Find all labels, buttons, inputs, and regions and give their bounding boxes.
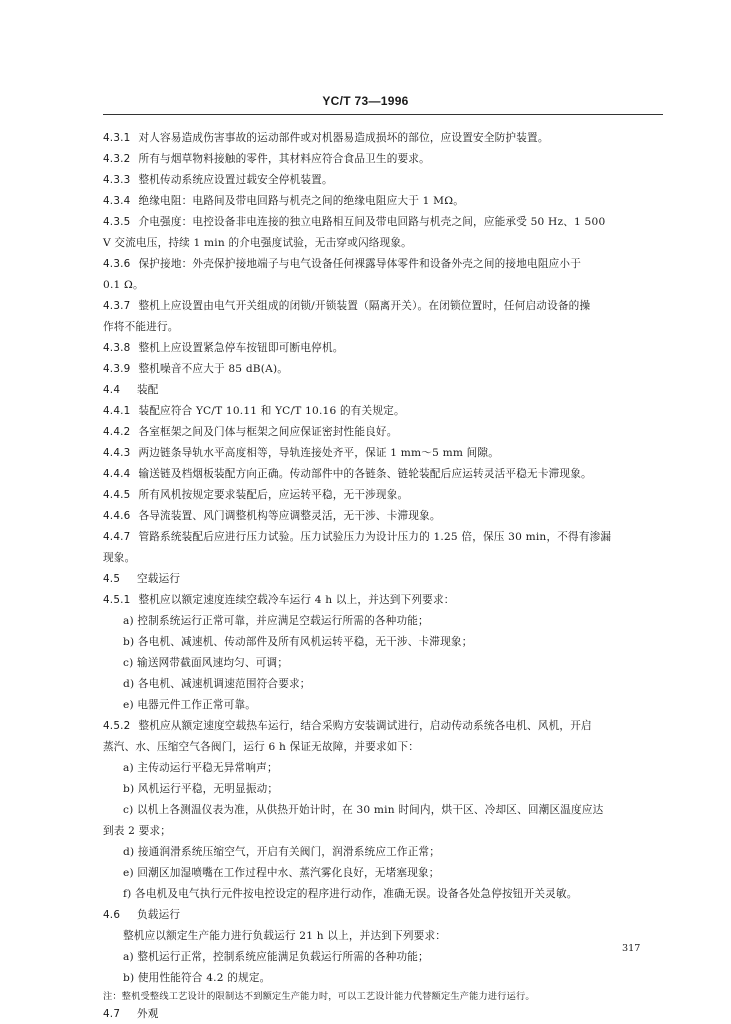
clause-number: 4.3.3: [103, 174, 131, 186]
clause-continuation: [103, 236, 412, 250]
list-item: [123, 887, 578, 901]
clause-number: 4.4.3: [103, 447, 131, 459]
clause-continuation: [103, 278, 144, 292]
list-item-text: b) 各电机、减速机、传动部件及所有风机运转平稳，无干涉、卡滞现象；: [123, 636, 473, 648]
clause-number: 4.3.7: [103, 300, 131, 312]
clause-text: 0.1 Ω。: [103, 279, 144, 291]
clause-continuation: [103, 740, 419, 754]
list-item: [123, 614, 429, 628]
list-item-text: a) 主传动运行平稳无异常响声；: [123, 762, 278, 774]
clause-text: 各室框架之间及门体与框架之间应保证密封性能良好。: [138, 426, 398, 438]
clause-text: 整机上应设置由电气开关组成的闭锁/开锁装置（隔离开关）。在闭锁位置时，任何启动设备的操: [138, 300, 591, 312]
clause-text: 介电强度：电控设备非电连接的独立电路相互间及带电回路与机壳之间，应能承受 50 Hz、1 500: [138, 216, 606, 228]
section-title: 空载运行: [137, 573, 181, 585]
clause-4-3-7: [103, 299, 590, 313]
clause-text: 两边链条导轨水平高度相等，导轨连接处齐平，保证 1 mm～5 mm 间隙。: [138, 447, 500, 459]
list-item: [123, 845, 440, 859]
clause-number: 4.5.1: [103, 594, 131, 606]
page-number: 317: [622, 943, 641, 954]
clause-4-4-5: [103, 488, 408, 502]
section-title: 负载运行: [137, 909, 181, 921]
clause-text: 整机上应设置紧急停车按钮即可断电停机。: [138, 342, 344, 354]
note: [103, 990, 535, 1004]
list-item: [123, 950, 429, 964]
clause-4-3-3: [103, 173, 333, 187]
clause-4-4-1: [103, 404, 405, 418]
clause-number: 4.5: [103, 573, 121, 585]
page-header-title: YC/T 73—1996: [322, 94, 409, 108]
list-item: [123, 761, 278, 775]
list-item-text: e) 电器元件工作正常可靠。: [123, 699, 257, 711]
list-item: [123, 677, 311, 691]
clause-continuation: [103, 320, 179, 334]
clause-number: 4.3.9: [103, 363, 131, 375]
clause-text: 到表 2 要求；: [103, 825, 172, 837]
clause-4-3-6: [103, 257, 581, 271]
clause-continuation: [103, 551, 135, 565]
clause-4-5-1: [103, 593, 455, 607]
clause-4-4-6: [103, 509, 441, 523]
list-item-text: a) 整机运行正常，控制系统应能满足负载运行所需的各种功能；: [123, 951, 429, 963]
section-heading-4-5: [103, 572, 180, 586]
clause-number: 4.4.7: [103, 531, 131, 543]
clause-text: 输送链及档烟板装配方向正确。传动部件中的各链条、链轮装配后应运转灵活平稳无卡滞现象。: [138, 468, 592, 480]
list-item-text: c) 输送网带截面风速均匀、可调；: [123, 657, 289, 669]
list-item-text: a) 控制系统运行正常可靠，并应满足空载运行所需的各种功能；: [123, 615, 429, 627]
clause-4-4-2: [103, 425, 398, 439]
clause-4-3-9: [103, 362, 288, 376]
clause-text: 绝缘电阻：电路间及带电回路与机壳之间的绝缘电阻应大于 1 MΩ。: [138, 195, 464, 207]
list-item: [123, 971, 270, 985]
clause-number: 4.6: [103, 909, 121, 921]
clause-4-3-5: [103, 215, 605, 229]
clause-number: 4.3.2: [103, 153, 131, 165]
list-item: [123, 698, 256, 712]
clause-number: 4.3.1: [103, 132, 131, 144]
clause-text: 管路系统装配后应进行压力试验。压力试验压力为设计压力的 1.25 倍，保压 30 min，不得有渗漏: [138, 531, 612, 543]
clause-text: 作将不能进行。: [103, 321, 179, 333]
clause-4-3-4: [103, 194, 464, 208]
section-heading-4-7: [103, 1007, 159, 1021]
list-item: [123, 656, 288, 670]
header-rule: [103, 114, 663, 115]
clause-number: 4.3.6: [103, 258, 131, 270]
clause-number: 4.4: [103, 384, 121, 396]
clause-4-3-2: [103, 152, 430, 166]
section-heading-4-6: [103, 908, 180, 922]
clause-number: 4.4.4: [103, 468, 131, 480]
clause-continuation: [123, 929, 446, 943]
clause-text: 整机噪音不应大于 85 dB(A)。: [138, 363, 289, 375]
clause-number: 4.4.5: [103, 489, 131, 501]
clause-text: 对人容易造成伤害事故的运动部件或对机器易造成损坏的部位，应设置安全防护装置。: [138, 132, 549, 144]
clause-number: 4.5.2: [103, 720, 131, 732]
clause-text: 装配应符合 YC/T 10.11 和 YC/T 10.16 的有关规定。: [138, 405, 405, 417]
clause-4-4-7: [103, 530, 611, 544]
clause-text: 现象。: [103, 552, 136, 564]
clause-number: 4.4.2: [103, 426, 131, 438]
clause-continuation: [103, 824, 171, 838]
clause-text: 所有与烟草物料接触的零件，其材料应符合食品卫生的要求。: [138, 153, 430, 165]
clause-text: 整机传动系统应设置过载安全停机装置。: [138, 174, 333, 186]
section-title: 外观: [137, 1008, 159, 1020]
list-item: [123, 803, 603, 817]
clause-4-3-8: [103, 341, 344, 355]
clause-number: 4.3.8: [103, 342, 131, 354]
clause-text: 所有风机按规定要求装配后，应运转平稳，无干涉现象。: [138, 489, 409, 501]
list-item-text: f) 各电机及电气执行元件按电控设定的程序进行动作，准确无误。设备各处急停按钮开关灵敏。: [123, 888, 578, 900]
clause-number: 4.7: [103, 1008, 121, 1020]
clause-number: 4.3.4: [103, 195, 131, 207]
list-item-text: e) 回潮区加湿喷嘴在工作过程中水、蒸汽雾化良好，无堵塞现象；: [123, 867, 440, 879]
clause-text: V 交流电压，持续 1 min 的介电强度试验，无击穿或闪络现象。: [103, 237, 412, 249]
section-heading-4-4: [103, 383, 159, 397]
list-item-text: b) 风机运行平稳，无明显振动；: [123, 783, 279, 795]
clause-text: 整机应以额定速度连续空载冷车运行 4 h 以上，并达到下列要求：: [138, 594, 455, 606]
section-title: 装配: [137, 384, 159, 396]
clause-text: 整机应从额定速度空载热车运行，结合采购方安装调试进行，启动传动系统各电机、风机，开启: [138, 720, 592, 732]
clause-text: 蒸汽、水、压缩空气各阀门，运行 6 h 保证无故障，并要求如下：: [103, 741, 420, 753]
list-item-text: d) 接通润滑系统压缩空气，开启有关阀门，润滑系统应工作正常；: [123, 846, 441, 858]
clause-text: 保护接地：外壳保护接地端子与电气设备任何裸露导体零件和设备外壳之间的接地电阻应小于: [138, 258, 581, 270]
clause-text: 各导流装置、风门调整机构等应调整灵活，无干涉、卡滞现象。: [138, 510, 441, 522]
list-item-text: d) 各电机、减速机调速范围符合要求；: [123, 678, 311, 690]
clause-4-4-3: [103, 446, 499, 460]
list-item: [123, 635, 473, 649]
clause-number: 4.4.6: [103, 510, 131, 522]
clause-number: 4.4.1: [103, 405, 131, 417]
list-item-text: b) 使用性能符合 4.2 的规定。: [123, 972, 271, 984]
clause-text: 整机应以额定生产能力进行负载运行 21 h 以上，并达到下列要求：: [123, 930, 447, 942]
clause-4-5-2: [103, 719, 592, 733]
clause-number: 4.3.5: [103, 216, 131, 228]
list-item-text: c) 以机上各测温仪表为准，从供热开始计时，在 30 min 时间内，烘干区、冷却区、回潮区温度应达: [123, 804, 604, 816]
clause-4-3-1: [103, 131, 549, 145]
note-text: 注：整机受整线工艺设计的限制达不到额定生产能力时，可以工艺设计能力代替额定生产能力进行运行。: [103, 991, 535, 1002]
list-item: [123, 866, 440, 880]
list-item: [123, 782, 278, 796]
clause-4-4-4: [103, 467, 592, 481]
